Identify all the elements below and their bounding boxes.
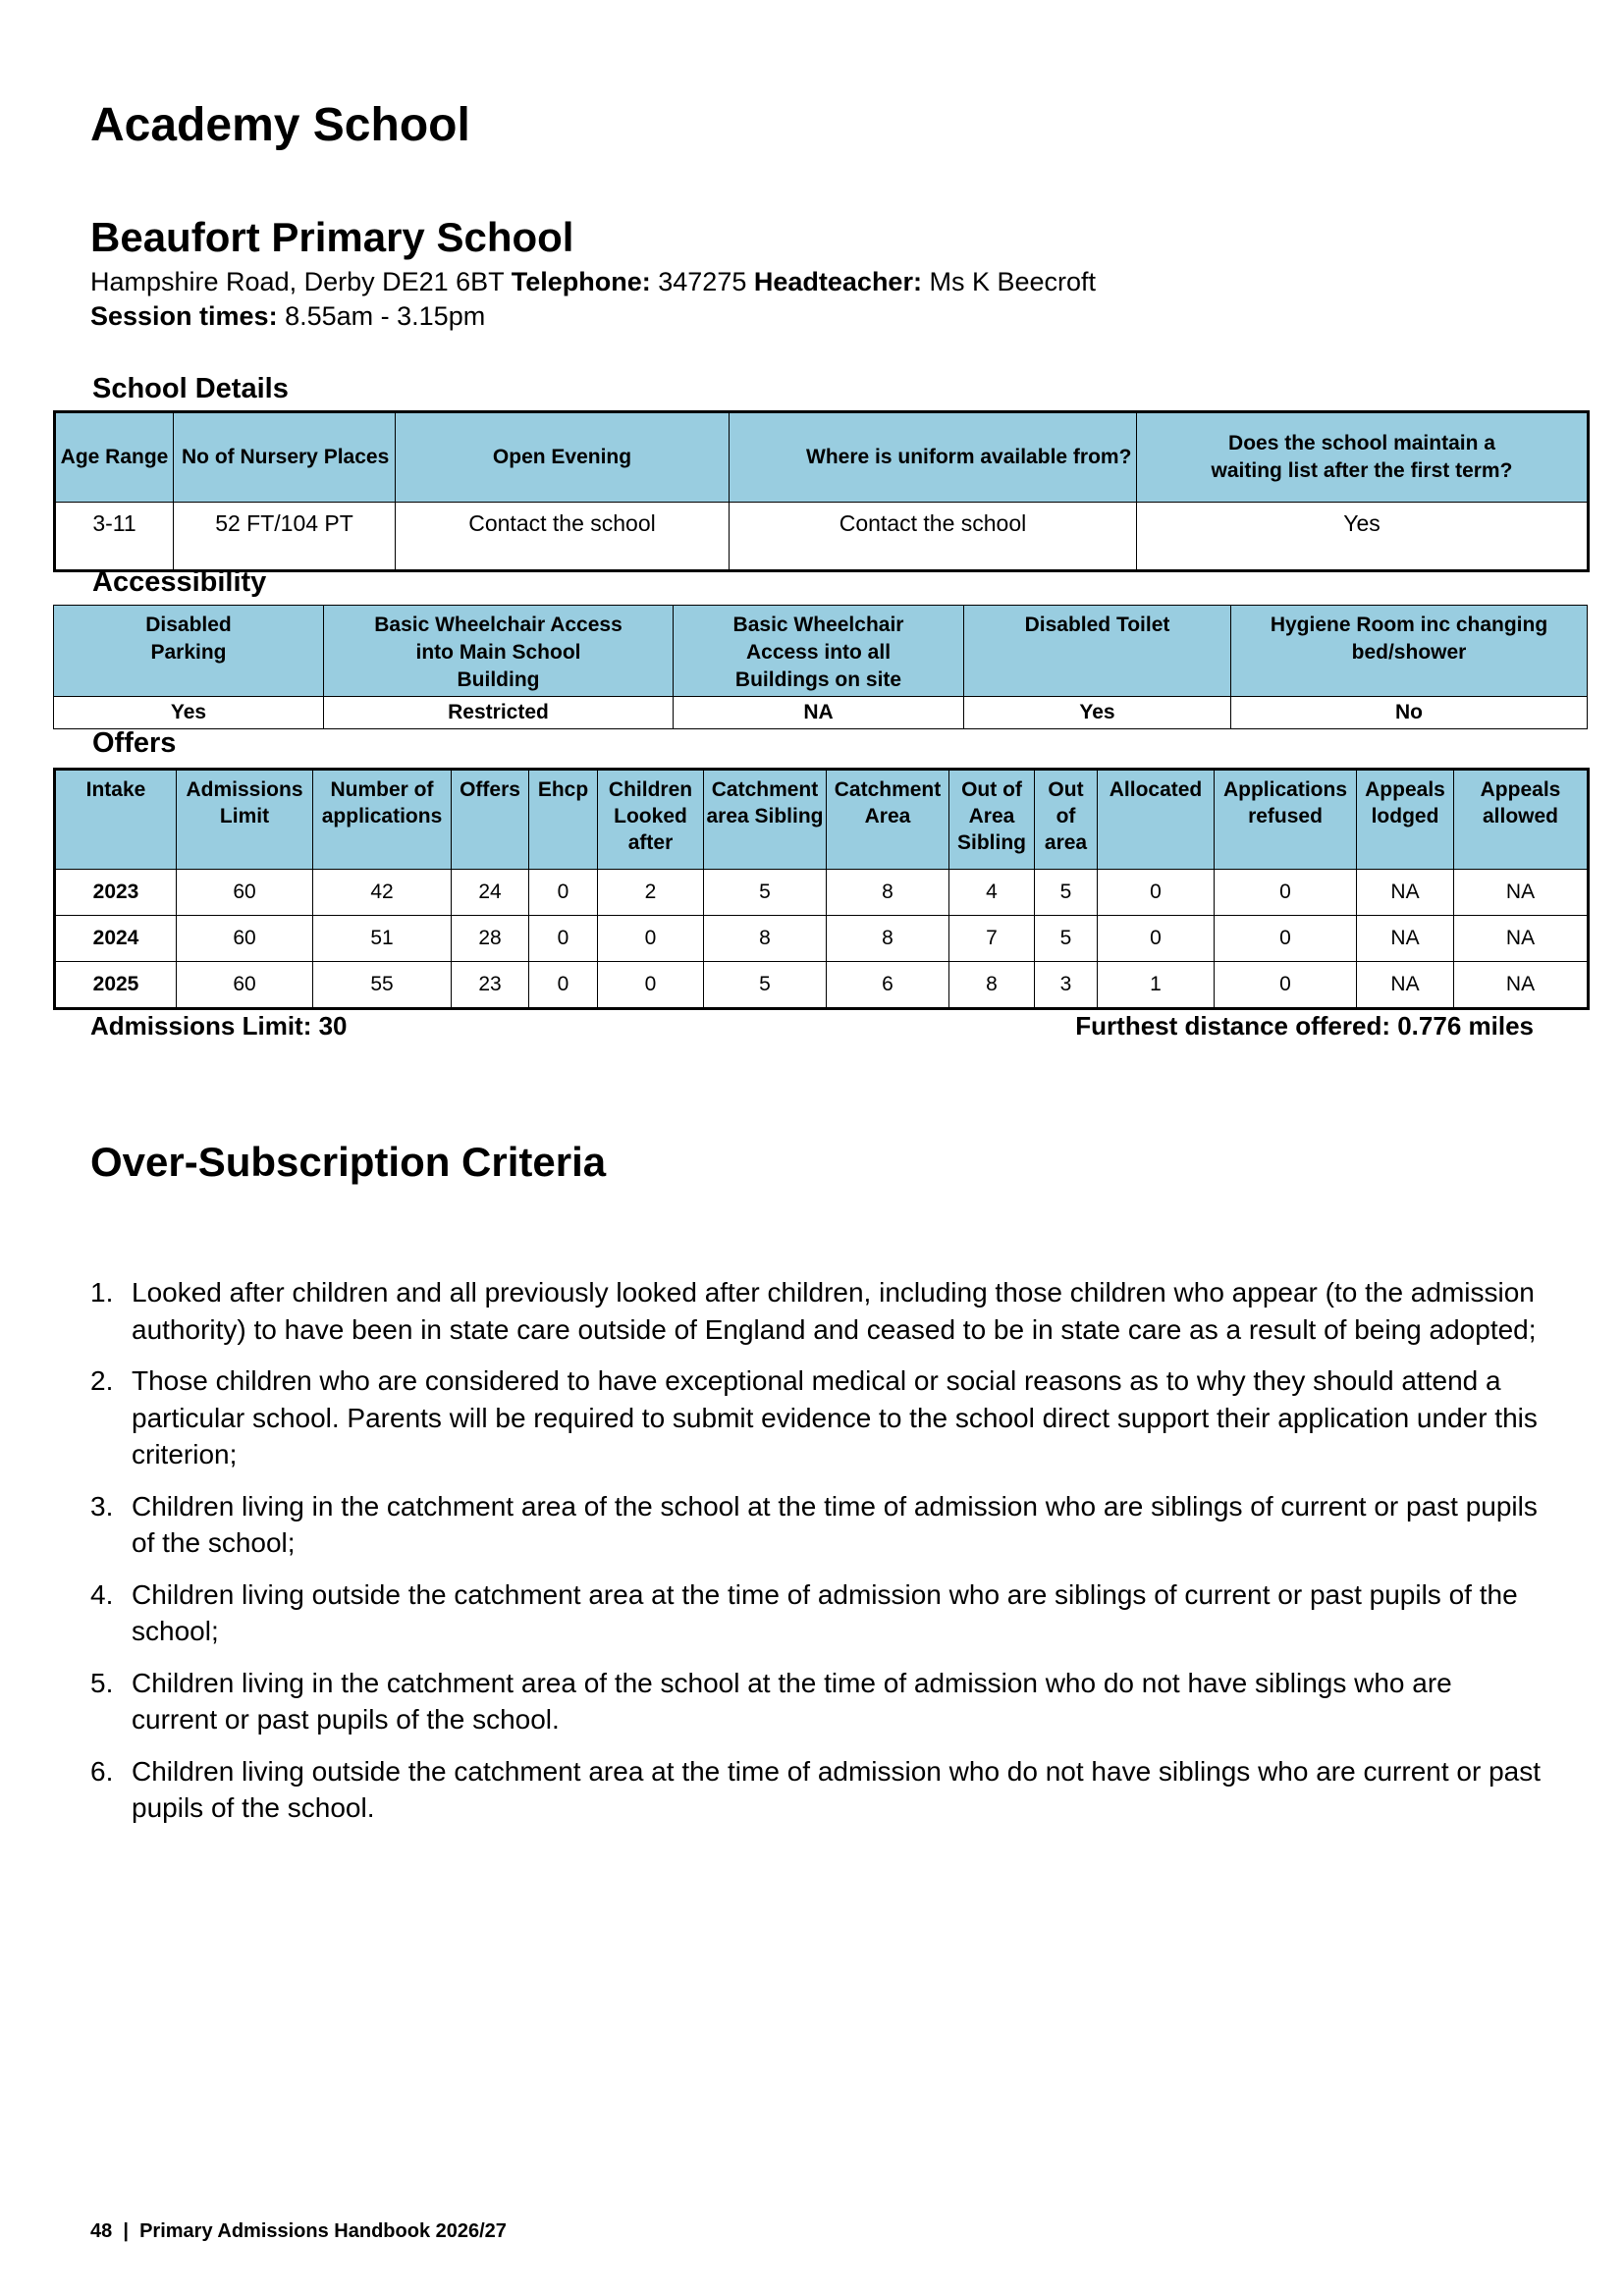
cell: 0 <box>1215 870 1357 916</box>
item-number: 2. <box>90 1365 114 1396</box>
list-item <box>90 1362 1543 1473</box>
cell: 0 <box>1215 916 1357 962</box>
table-row <box>55 503 1589 571</box>
cell: 60 <box>177 962 313 1009</box>
item-text: Children living outside the catchment area at the time of admission who do not have siblings who are current or past pupils of the school. <box>132 1755 1541 1823</box>
session-times-value: 8.55am - 3.15pm <box>285 301 486 331</box>
cell: 2 <box>598 870 704 916</box>
list-item <box>90 1488 1543 1562</box>
cell-intake: 2024 <box>55 916 177 962</box>
cell: 55 <box>313 962 452 1009</box>
telephone-value: 347275 <box>658 267 747 296</box>
accessibility-label: Accessibility <box>92 566 267 598</box>
cell: 0 <box>529 916 598 962</box>
cell: 0 <box>529 962 598 1009</box>
cell: 24 <box>452 870 529 916</box>
header-offers: Offers <box>452 770 529 870</box>
header-disabled-toilet: Disabled Toilet <box>964 606 1231 697</box>
header-nursery-places: No of Nursery Places <box>174 412 396 503</box>
item-text: Children living in the catchment area of the school at the time of admission who are siblings of current or past pupils of the school; <box>132 1490 1538 1558</box>
cell: 8 <box>704 916 827 962</box>
cell: 1 <box>1098 962 1215 1009</box>
item-number: 1. <box>90 1277 114 1308</box>
cell: 51 <box>313 916 452 962</box>
cell-disabled-parking: Yes <box>54 697 324 729</box>
header-looked-after: Children Looked after <box>598 770 704 870</box>
header-catchment-sibling: Catchment area Sibling <box>704 770 827 870</box>
cell: 5 <box>704 870 827 916</box>
header-disabled-parking: Disabled Parking <box>54 606 324 697</box>
header-catchment-area: Catchment Area <box>827 770 949 870</box>
cell: NA <box>1454 916 1589 962</box>
item-text: Children living outside the catchment area at the time of admission who are siblings of current or past pupils of the school; <box>132 1578 1518 1646</box>
header-wheelchair-all: Basic Wheelchair Access into all Buildings on site <box>674 606 964 697</box>
school-name-heading: Beaufort Primary School <box>90 214 574 260</box>
over-subscription-heading: Over-Subscription Criteria <box>90 1139 607 1185</box>
header-open-evening: Open Evening <box>396 412 730 503</box>
cell: 0 <box>598 916 704 962</box>
list-item <box>90 1274 1543 1348</box>
header-appeals-allowed: Appeals allowed <box>1454 770 1589 870</box>
cell: NA <box>1454 870 1589 916</box>
page-footer: 48 | Primary Admissions Handbook 2026/27 <box>90 2220 507 2242</box>
cell-intake: 2025 <box>55 962 177 1009</box>
cell: 0 <box>529 870 598 916</box>
cell: 4 <box>949 870 1035 916</box>
cell: 0 <box>1215 962 1357 1009</box>
table-row <box>54 697 1588 729</box>
header-out-of-area: Out of area <box>1035 770 1098 870</box>
header-wheelchair-main: Basic Wheelchair Access into Main School Building <box>324 606 674 697</box>
cell: 7 <box>949 916 1035 962</box>
header-age-range: Age Range <box>55 412 174 503</box>
cell-waiting-list: Yes <box>1137 503 1589 571</box>
header-applications: Number of applications <box>313 770 452 870</box>
cell-wheelchair-all: NA <box>674 697 964 729</box>
cell-open-evening: Contact the school <box>396 503 730 571</box>
school-contact-line <box>90 267 1096 297</box>
header-intake: Intake <box>55 770 177 870</box>
cell: NA <box>1357 962 1454 1009</box>
session-times-label: Session times: <box>90 301 278 331</box>
header-ehcp: Ehcp <box>529 770 598 870</box>
cell: 60 <box>177 870 313 916</box>
header-appeals-lodged: Appeals lodged <box>1357 770 1454 870</box>
table-row <box>55 916 1589 962</box>
offers-table <box>53 768 1590 1010</box>
item-text: Children living in the catchment area of the school at the time of admission who do not have siblings who are current or past pupils of the school. <box>132 1667 1452 1735</box>
cell: 42 <box>313 870 452 916</box>
cell: 8 <box>827 916 949 962</box>
cell: 3 <box>1035 962 1098 1009</box>
table-header-row <box>55 770 1589 870</box>
cell: 5 <box>704 962 827 1009</box>
school-details-table <box>53 410 1590 572</box>
table-row <box>55 870 1589 916</box>
cell: 8 <box>827 870 949 916</box>
header-applications-refused: Applications refused <box>1215 770 1357 870</box>
table-row <box>55 962 1589 1009</box>
school-details-label: School Details <box>92 373 289 404</box>
item-number: 5. <box>90 1667 114 1698</box>
cell: 23 <box>452 962 529 1009</box>
list-item <box>90 1576 1543 1650</box>
cell: 60 <box>177 916 313 962</box>
cell: 0 <box>1098 870 1215 916</box>
headteacher-label: Headteacher: <box>753 267 922 296</box>
list-item <box>90 1665 1543 1738</box>
header-allocated: Allocated <box>1098 770 1215 870</box>
cell: NA <box>1357 916 1454 962</box>
cell: NA <box>1357 870 1454 916</box>
header-waiting-list: Does the school maintain a waiting list after the first term? <box>1137 412 1589 503</box>
cell: 6 <box>827 962 949 1009</box>
criteria-list <box>90 1274 1543 1842</box>
list-item <box>90 1753 1543 1827</box>
cell-hygiene-room: No <box>1231 697 1588 729</box>
cell-intake: 2023 <box>55 870 177 916</box>
table-header-row <box>55 412 1589 503</box>
item-number: 4. <box>90 1578 114 1610</box>
school-address: Hampshire Road, Derby DE21 6BT <box>90 267 505 296</box>
page-category-heading: Academy School <box>90 99 470 151</box>
cell: NA <box>1454 962 1589 1009</box>
admissions-limit-note: Admissions Limit: 30 <box>90 1011 348 1041</box>
header-admissions-limit: Admissions Limit <box>177 770 313 870</box>
cell: 28 <box>452 916 529 962</box>
cell-disabled-toilet: Yes <box>964 697 1231 729</box>
item-text: Looked after children and all previously looked after children, including those children who appear (to the admission authority) to have been in state care outside of England and ceased to be in state care as a result of being adopted; <box>132 1277 1537 1345</box>
cell-wheelchair-main: Restricted <box>324 697 674 729</box>
cell-age-range: 3-11 <box>55 503 174 571</box>
furthest-distance-note: Furthest distance offered: 0.776 miles <box>1075 1011 1534 1041</box>
cell-nursery-places: 52 FT/104 PT <box>174 503 396 571</box>
table-header-row <box>54 606 1588 697</box>
item-number: 3. <box>90 1490 114 1522</box>
header-out-of-area-sibling: Out of Area Sibling <box>949 770 1035 870</box>
item-text: Those children who are considered to have exceptional medical or social reasons as to why they should attend a particular school. Parents will be required to submit evidence to the school direct support their application under this criterion; <box>132 1365 1538 1469</box>
session-times-line <box>90 301 485 332</box>
cell: 5 <box>1035 916 1098 962</box>
cell: 8 <box>949 962 1035 1009</box>
cell-uniform: Contact the school <box>730 503 1137 571</box>
item-number: 6. <box>90 1755 114 1787</box>
header-uniform: Where is uniform available from? <box>730 412 1137 503</box>
accessibility-table <box>53 605 1588 729</box>
headteacher-value: Ms K Beecroft <box>929 267 1097 296</box>
header-hygiene-room: Hygiene Room inc changing bed/shower <box>1231 606 1588 697</box>
offers-label: Offers <box>92 727 177 759</box>
cell: 0 <box>598 962 704 1009</box>
cell: 0 <box>1098 916 1215 962</box>
cell: 5 <box>1035 870 1098 916</box>
telephone-label: Telephone: <box>511 267 651 296</box>
